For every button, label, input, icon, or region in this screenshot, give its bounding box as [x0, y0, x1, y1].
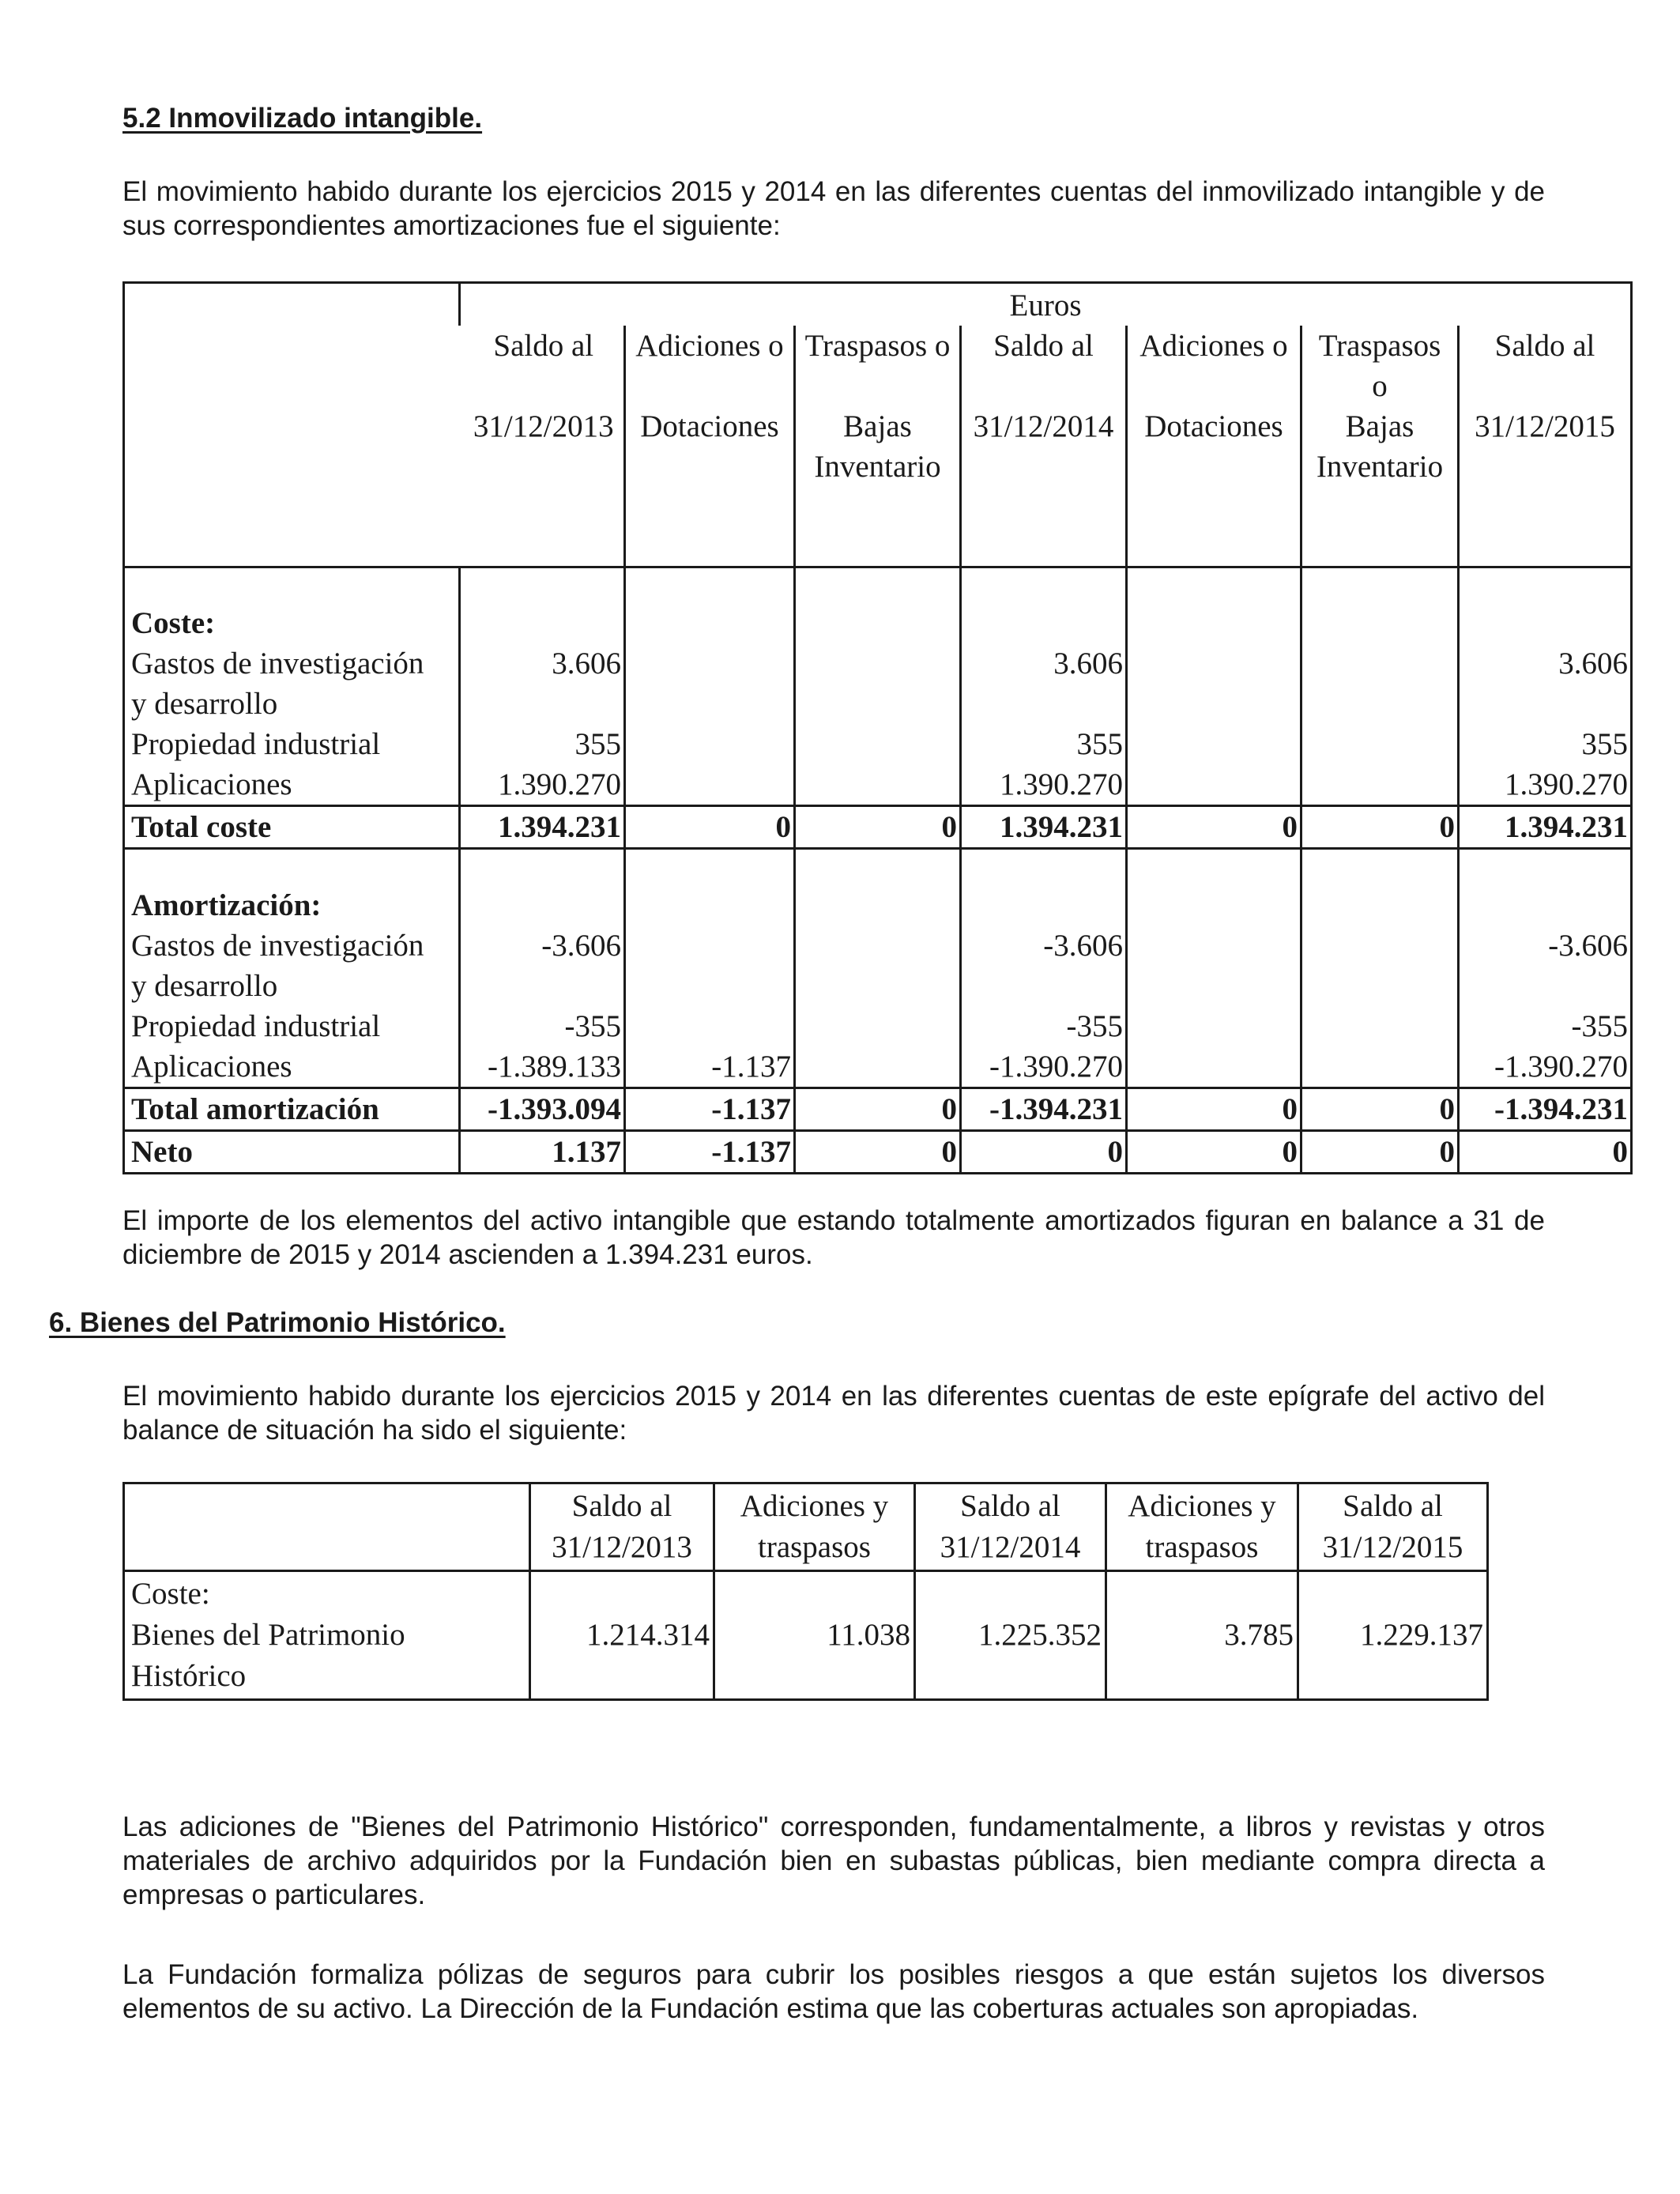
- column-header: [460, 326, 625, 567]
- column-header-line: 31/12/2015: [1322, 1530, 1463, 1564]
- table-cell: -3.606: [961, 925, 1127, 1006]
- table-cell: [625, 1006, 795, 1046]
- row-label: [124, 1571, 530, 1700]
- row-label-line: Histórico: [131, 1659, 247, 1693]
- column-header: [1106, 1483, 1298, 1571]
- column-header-line: Bajas: [1345, 409, 1414, 443]
- table-cell: [625, 643, 795, 724]
- column-header-line: [628, 366, 791, 406]
- table-cell: [795, 764, 961, 806]
- section-52-heading: 5.2 Inmovilizado intangible.: [122, 103, 483, 134]
- column-header: [530, 1483, 714, 1571]
- table-cell: [1301, 1006, 1459, 1046]
- table-cell: 3.785: [1106, 1571, 1298, 1700]
- coste-label: Coste:: [131, 606, 216, 640]
- row-label-line: y desarrollo: [131, 968, 278, 1003]
- intangible-note: El importe de los elementos del activo intangible que estando totalmente amortizados figuran en balance a 31 de diciembre de 2015 y 2014 ascienden a 1.394.231 euros.: [122, 1205, 1545, 1270]
- table-cell: 1.225.352: [915, 1571, 1106, 1700]
- table-cell: [1127, 925, 1301, 1006]
- table-cell: -1.137: [625, 1088, 795, 1130]
- table-row: [124, 643, 1632, 724]
- column-header-line: [628, 447, 791, 487]
- table-cell: 1.390.270: [961, 764, 1127, 806]
- table-cell: 0: [1301, 1088, 1459, 1130]
- column-header-line: 31/12/2013: [552, 1530, 692, 1564]
- column-header-line: Dotaciones: [640, 409, 779, 443]
- section-6-intro: El movimiento habido durante los ejercicios 2015 y 2014 en las diferentes cuentas de este epígrafe del activo del balance de situación ha sido el siguiente:: [122, 1381, 1545, 1446]
- table-cell: -1.137: [625, 1046, 795, 1088]
- column-header-line: Bajas: [843, 409, 912, 443]
- row-label: [124, 1130, 460, 1173]
- table-corner-cell: [124, 1483, 530, 1571]
- table-cell: -3.606: [1459, 925, 1632, 1006]
- heritage-paragraph-1: Las adiciones de "Bienes del Patrimonio Histórico" corresponden, fundamentalmente, a libros y revistas y otros materiales de archivo adquiridos por la Fundación bien en subastas públicas, bien mediante compra directa a empresas o particulares.: [122, 1811, 1545, 1910]
- column-header-line: [466, 447, 622, 487]
- heritage-assets-table: [122, 1482, 1489, 1701]
- row-label-line: Propiedad industrial: [131, 1008, 381, 1043]
- table-cell: 0: [1127, 1088, 1301, 1130]
- column-header-line: [1462, 447, 1628, 487]
- column-header-line: [964, 447, 1123, 487]
- table-cell: 0: [1301, 806, 1459, 849]
- table-cell: 0: [1127, 1130, 1301, 1173]
- table-cell: -1.137: [625, 1130, 795, 1173]
- column-header-line: traspasos: [758, 1530, 871, 1564]
- row-label: [124, 925, 460, 1006]
- table-cell: -1.389.133: [460, 1046, 625, 1088]
- table-cell: 1.214.314: [530, 1571, 714, 1700]
- table-cell: 0: [795, 1130, 961, 1173]
- row-label: [124, 724, 460, 764]
- table-cell: [1301, 925, 1459, 1006]
- table-cell: 355: [961, 724, 1127, 764]
- table-row: [124, 764, 1632, 806]
- table-cell: 0: [961, 1130, 1127, 1173]
- table-cell: [625, 724, 795, 764]
- section-6-heading: 6. Bienes del Patrimonio Histórico.: [49, 1307, 506, 1338]
- column-header-line: 31/12/2014: [973, 409, 1114, 443]
- table-cell: [795, 1006, 961, 1046]
- column-header-line: Inventario: [1316, 450, 1444, 484]
- intangible-assets-table: [122, 281, 1633, 1174]
- table-cell: 355: [1459, 724, 1632, 764]
- amortizacion-label: Amortización:: [131, 888, 322, 922]
- column-header-line: Traspasos o: [804, 329, 951, 363]
- table-cell: 0: [1459, 1130, 1632, 1173]
- column-header-line: [1462, 366, 1628, 406]
- column-header-line: Dotaciones: [1144, 409, 1283, 443]
- table-cell: 0: [795, 1088, 961, 1130]
- table-cell: [1301, 1046, 1459, 1088]
- table-cell: -1.390.270: [961, 1046, 1127, 1088]
- row-label-line: Gastos de investigación: [131, 647, 424, 680]
- table-cell: 11.038: [714, 1571, 915, 1700]
- column-header: [1298, 1483, 1488, 1571]
- column-header-line: Saldo al: [960, 1489, 1060, 1523]
- column-header-line: Saldo al: [1494, 329, 1595, 363]
- row-label-line: Aplicaciones: [131, 1049, 292, 1084]
- table-cell: -1.390.270: [1459, 1046, 1632, 1088]
- table-cell: 3.606: [1459, 643, 1632, 724]
- row-label-line: Coste:: [131, 1577, 210, 1611]
- column-header: [1301, 326, 1459, 567]
- column-header-line: 31/12/2013: [473, 409, 614, 443]
- table-cell: -1.393.094: [460, 1088, 625, 1130]
- column-header-line: [466, 366, 622, 406]
- table-cell: [1127, 764, 1301, 806]
- table-row: [124, 1046, 1632, 1088]
- table-corner-cell: [124, 283, 460, 567]
- row-label-line: Propiedad industrial: [131, 727, 381, 761]
- table-cell: -3.606: [460, 925, 625, 1006]
- column-header-line: Traspasos: [1318, 329, 1441, 363]
- column-header-line: Adiciones y: [740, 1489, 889, 1523]
- row-label-line: Total coste: [131, 810, 272, 844]
- column-header-line: Saldo al: [571, 1489, 672, 1523]
- table-row: [124, 1088, 1632, 1130]
- table-cell: [1127, 724, 1301, 764]
- table-cell: 3.606: [961, 643, 1127, 724]
- table-cell: -355: [961, 1006, 1127, 1046]
- table-cell: [795, 724, 961, 764]
- section-52-intro: El movimiento habido durante los ejercicios 2015 y 2014 en las diferentes cuentas del inmovilizado intangible y de sus correspondientes amortizaciones fue el siguiente:: [122, 176, 1545, 241]
- table-cell: [795, 925, 961, 1006]
- table-row: [124, 724, 1632, 764]
- table-cell: [625, 925, 795, 1006]
- table-row: [124, 1006, 1632, 1046]
- column-header: [1127, 326, 1301, 567]
- table-cell: -355: [460, 1006, 625, 1046]
- row-label: [124, 806, 460, 849]
- heritage-paragraph-2: La Fundación formaliza pólizas de seguros para cubrir los posibles riesgos a que están sujetos los diversos elementos de su activo. La Dirección de la Fundación estima que las coberturas actuales son apropiadas.: [122, 1959, 1545, 2024]
- column-header: [714, 1483, 915, 1571]
- row-label-line: Total amortización: [131, 1091, 379, 1126]
- row-label-line: Gastos de investigación: [131, 928, 424, 963]
- table-cell: [1127, 643, 1301, 724]
- column-header-line: [1130, 447, 1298, 487]
- column-header: [1459, 326, 1632, 567]
- column-header-line: [964, 366, 1123, 406]
- table-cell: 1.394.231: [961, 806, 1127, 849]
- table-cell: 1.229.137: [1298, 1571, 1488, 1700]
- table-cell: 3.606: [460, 643, 625, 724]
- table-cell: 0: [795, 806, 961, 849]
- table-cell: [795, 1046, 961, 1088]
- column-header: [961, 326, 1127, 567]
- table-row: [124, 806, 1632, 849]
- column-header-line: Adiciones o: [635, 329, 784, 363]
- column-header: [625, 326, 795, 567]
- row-label: [124, 1088, 460, 1130]
- table-cell: -355: [1459, 1006, 1632, 1046]
- table-cell: 0: [1127, 806, 1301, 849]
- column-header: [915, 1483, 1106, 1571]
- table-cell: 1.394.231: [460, 806, 625, 849]
- row-label-line: y desarrollo: [131, 687, 278, 721]
- column-header-line: 31/12/2014: [940, 1530, 1081, 1564]
- table-cell: [1301, 724, 1459, 764]
- table-cell: -1.394.231: [961, 1088, 1127, 1130]
- column-header-line: Saldo al: [993, 329, 1094, 363]
- table-cell: 0: [625, 806, 795, 849]
- table-cell: [1127, 1006, 1301, 1046]
- table-cell: [1301, 643, 1459, 724]
- table-cell: 1.390.270: [1459, 764, 1632, 806]
- column-header-line: traspasos: [1145, 1530, 1259, 1564]
- column-header-line: Saldo al: [1343, 1489, 1443, 1523]
- currency-label: Euros: [460, 283, 1632, 326]
- table-cell: 1.394.231: [1459, 806, 1632, 849]
- table-cell: -1.394.231: [1459, 1088, 1632, 1130]
- column-header-line: 31/12/2015: [1475, 409, 1615, 443]
- column-header-line: Inventario: [814, 450, 941, 484]
- column-header: [795, 326, 961, 567]
- table-cell: [625, 764, 795, 806]
- table-cell: 355: [460, 724, 625, 764]
- column-header-line: [1130, 366, 1298, 406]
- row-label: [124, 1006, 460, 1046]
- row-label: [124, 643, 460, 724]
- row-label: [124, 1046, 460, 1088]
- table-cell: 1.137: [460, 1130, 625, 1173]
- header-row: [124, 1483, 1488, 1571]
- column-header-line: Adiciones o: [1139, 329, 1288, 363]
- table-cell: [1301, 764, 1459, 806]
- table-row: [124, 1571, 1488, 1700]
- table-row: [124, 1130, 1632, 1173]
- table-cell: [795, 643, 961, 724]
- column-header-line: [798, 366, 957, 406]
- table-row: [124, 925, 1632, 1006]
- row-label-line: Neto: [131, 1134, 193, 1169]
- table-cell: [1127, 1046, 1301, 1088]
- column-header-line: o: [1372, 369, 1388, 403]
- column-header-line: Adiciones y: [1128, 1489, 1276, 1523]
- table-row: [124, 885, 1632, 925]
- row-label-line: Aplicaciones: [131, 767, 292, 801]
- spacer-row: [124, 849, 1632, 885]
- row-label-line: Bienes del Patrimonio: [131, 1618, 405, 1652]
- row-label: [124, 764, 460, 806]
- table-cell: 0: [1301, 1130, 1459, 1173]
- column-header-line: Saldo al: [493, 329, 594, 363]
- table-cell: 1.390.270: [460, 764, 625, 806]
